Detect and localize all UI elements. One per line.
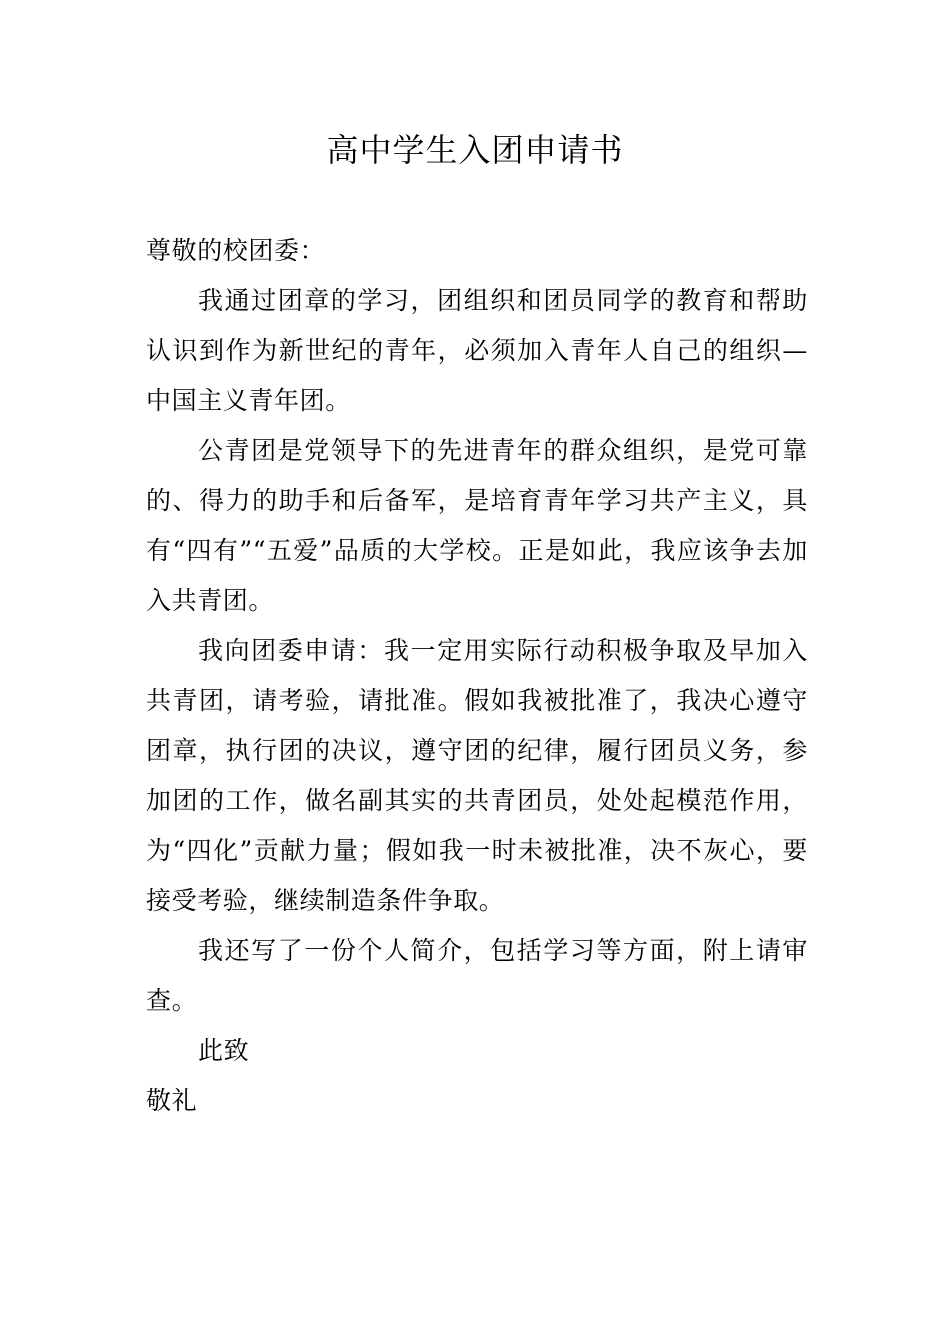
salutation: 尊敬的校团委： [146, 236, 326, 265]
closing-greeting: 此致 [198, 1036, 250, 1065]
document-title: 高中学生入团申请书 [326, 131, 624, 169]
letter-body [146, 226, 808, 1126]
paragraph-3: 我向团委申请：我一定用实际行动积极争取及早加入共青团，请考验，请批准。假如我被批准了，我决心遵守团章，执行团的决议，遵守团的纪律，履行团员义务，参加团的工作，做名副其实的共青团员，处处起模范作用，为“四化”贡献力量；假如我一时未被批准，决不灰心，要接受考验，继续制造条件争取。 [146, 636, 808, 915]
paragraph-1: 我通过团章的学习，团组织和团员同学的教育和帮助认识到作为新世纪的青年，必须加入青年人自己的组织—中国主义青年团。 [146, 286, 808, 415]
paragraph-2: 公青团是党领导下的先进青年的群众组织，是党可靠的、得力的助手和后备军，是培育青年学习共产主义，具有“四有”“五爱”品质的大学校。正是如此，我应该争去加入共青团。 [146, 436, 808, 615]
closing-salute: 敬礼 [146, 1086, 198, 1115]
paragraph-4: 我还写了一份个人简介，包括学习等方面，附上请审查。 [146, 936, 808, 1015]
